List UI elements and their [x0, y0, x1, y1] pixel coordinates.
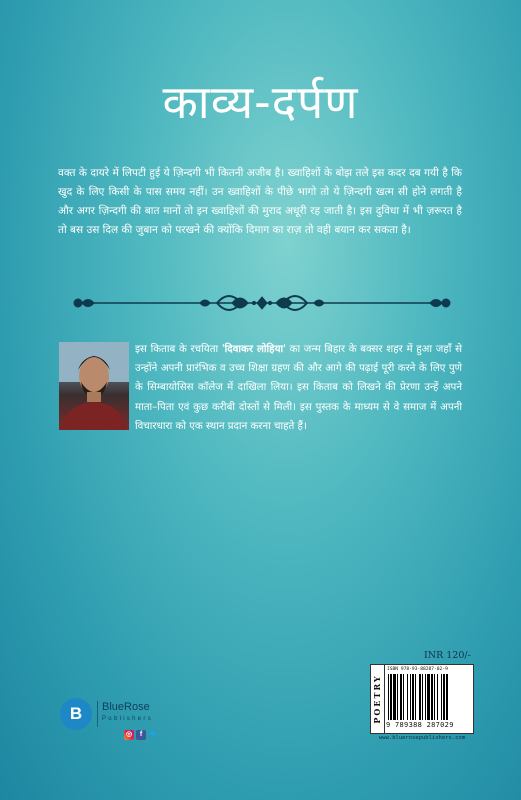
author-bio: [58, 340, 462, 436]
category-strip: [371, 665, 385, 733]
logo-circle-icon: B: [60, 698, 92, 730]
author-bio-text: ' का जन्म बिहार के बक्सर शहर में हुआ जहाँ से उन्होंने अपनी प्रारंभिक व उच्च शिक्षा ग्रहण की और आगे की पढ़ाई पूरी करने के लिए पुणे के सिम्बायोसिस कॉलेज में दाखिला लिया। इस किताब को लिखने की प्रेरणा उन्हें अपने माता–पिता एवं कुछ करीबी दोस्तों से मिली। इस पुस्तक के माध्यम से वे समाज में अपनी विचारधारा को एक स्थान प्रदान करना चाहते हैं।: [135, 344, 462, 432]
ornament-divider: [72, 288, 452, 318]
twitter-icon[interactable]: ✦: [148, 729, 158, 740]
instagram-icon[interactable]: ◎: [125, 731, 133, 738]
barcode-box: [370, 664, 474, 734]
book-blurb: वक्त के दायरे में लिपटी हुई ये ज़िन्दगी भी कितनी अजीब है। ख्वाहिशों के बोझ तले इस कदर दब गयी है कि खुद के लिए किसी के पास समय नहीं। उन ख्वाहिशों के पीछे भागो तो ये ज़िन्दगी खत्म सी होने लगती है और अगर ज़िन्दगी की बात मानों तो इन ख्वाहिशों की मुराद अधूरी रह जाती है। इस दुविधा में भी ज़रूरत है तो बस उस दिल की जुबान को परखने की क्योंकि दिमाग का राज़ तो वही बयान कर सकता है।: [58, 167, 462, 236]
publisher-name: BlueRose: [102, 701, 150, 713]
social-icons: [124, 730, 160, 742]
price-label: INR 120/-: [424, 650, 471, 661]
publisher-website: www.bluerosepublishers.com: [378, 735, 466, 741]
logo-separator: [97, 701, 98, 727]
isbn-digits: 9 789388 287029: [386, 721, 454, 729]
book-title: काव्य-दर्पण: [162, 75, 359, 129]
isbn-label: ISBN 978-93-88287-02-9: [387, 667, 448, 672]
barcode-bars: [388, 674, 470, 720]
category-label: POETRY: [372, 674, 382, 724]
author-name: दिवाकर लोहिया: [224, 344, 284, 355]
publisher-subtitle: Publishers: [102, 716, 154, 722]
author-bio-prefix: इस किताब के रचयिता ': [135, 344, 225, 355]
facebook-icon[interactable]: f: [136, 730, 146, 740]
publisher-logo: [60, 698, 190, 734]
